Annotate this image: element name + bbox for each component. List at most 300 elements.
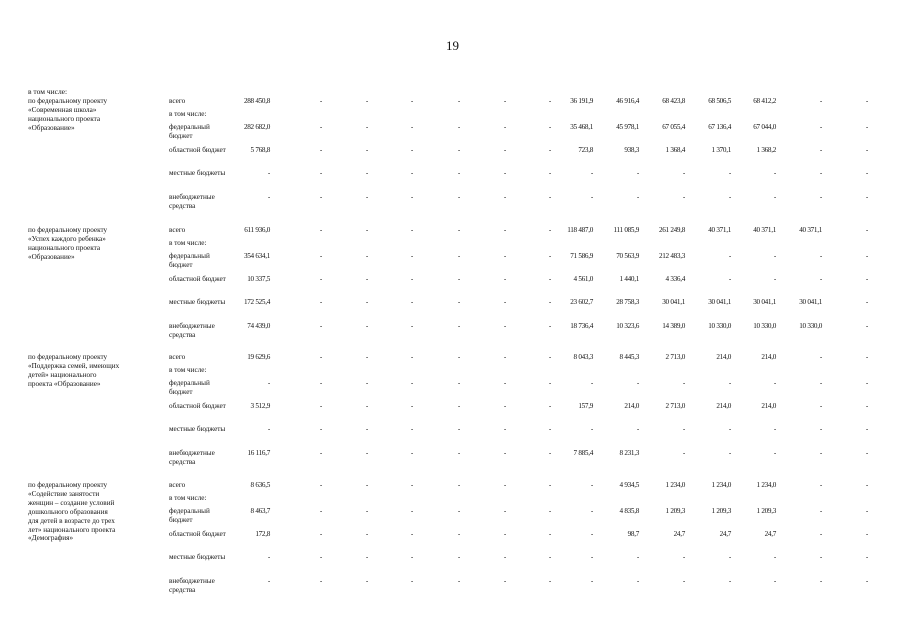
amount-cell: - [457, 481, 460, 489]
amount-cell: - [548, 353, 551, 361]
amount-cell: 212 483,3 [658, 252, 685, 260]
amount-cell: - [365, 577, 368, 585]
amount-cell: - [267, 577, 270, 585]
amount-cell: - [365, 275, 368, 283]
amount-cell: - [319, 193, 322, 201]
amount-cell: - [267, 193, 270, 201]
amount-cell: - [728, 252, 731, 260]
amount-cell: - [267, 425, 270, 433]
amount-cell: 214,0 [716, 353, 731, 361]
amount-cell: 24,7 [719, 530, 731, 538]
amount-cell: - [773, 252, 776, 260]
amount-cell: - [410, 298, 413, 306]
amount-cell: - [819, 97, 822, 105]
amount-cell: - [590, 193, 593, 201]
amount-cell: - [319, 449, 322, 457]
project-label: по федеральному проекту «Содействие занятости женщин – создание условий дошкольного образования для детей в возрасте до трех лет» национального проекта «Демография» [28, 481, 116, 543]
amount-cell: 1 368,4 [665, 146, 685, 154]
amount-cell: - [365, 402, 368, 410]
amount-cell: - [773, 275, 776, 283]
amount-cell: - [548, 193, 551, 201]
project-label: по федеральному проекту «Успех каждого ребенка» национального проекта «Образование» [28, 226, 108, 261]
amount-cell: - [503, 298, 506, 306]
table-row [28, 252, 878, 274]
table-row [28, 226, 878, 238]
amount-cell: 214,0 [624, 402, 639, 410]
amount-cell: 67 044,0 [753, 123, 776, 131]
amount-cell: - [548, 169, 551, 177]
amount-cell: - [365, 530, 368, 538]
amount-cell: - [457, 123, 460, 131]
amount-cell: - [503, 97, 506, 105]
amount-cell: - [410, 481, 413, 489]
amount-cell: 10 330,0 [753, 322, 776, 330]
amount-cell: - [457, 425, 460, 433]
amount-cell: - [410, 577, 413, 585]
amount-cell: - [548, 553, 551, 561]
amount-cell: - [819, 193, 822, 201]
amount-cell: 30 041,1 [708, 298, 731, 306]
amount-cell: - [548, 507, 551, 515]
amount-cell: - [865, 193, 868, 201]
amount-cell: 14 389,0 [662, 322, 685, 330]
amount-cell: - [819, 169, 822, 177]
funding-source-label: всего [169, 97, 186, 105]
amount-cell: - [728, 379, 731, 387]
amount-cell: 723,8 [578, 146, 593, 154]
amount-cell: 282 682,0 [243, 123, 270, 131]
amount-cell: - [457, 379, 460, 387]
amount-cell: - [636, 425, 639, 433]
amount-cell: 1 234,0 [711, 481, 731, 489]
amount-cell: 36 191,9 [570, 97, 593, 105]
amount-cell: - [636, 379, 639, 387]
amount-cell: - [410, 553, 413, 561]
amount-cell: 7 885,4 [573, 449, 593, 457]
amount-cell: 8 445,3 [619, 353, 639, 361]
amount-cell: 3 512,9 [250, 402, 270, 410]
table-row [28, 481, 878, 493]
amount-cell: 40 371,1 [799, 226, 822, 234]
amount-cell: - [457, 298, 460, 306]
amount-cell: - [503, 123, 506, 131]
amount-cell: - [548, 123, 551, 131]
amount-cell: 214,0 [761, 402, 776, 410]
amount-cell: - [457, 275, 460, 283]
amount-cell: - [819, 425, 822, 433]
amount-cell: - [548, 97, 551, 105]
amount-cell: - [503, 322, 506, 330]
amount-cell: - [865, 169, 868, 177]
funding-source-label: в том числе: [169, 239, 207, 247]
amount-cell: - [636, 193, 639, 201]
amount-cell: - [319, 402, 322, 410]
amount-cell: - [319, 507, 322, 515]
amount-cell: - [319, 322, 322, 330]
amount-cell: 8 636,5 [250, 481, 270, 489]
amount-cell: 1 209,3 [665, 507, 685, 515]
amount-cell: - [365, 298, 368, 306]
amount-cell: - [548, 275, 551, 283]
amount-cell: - [865, 322, 868, 330]
amount-cell: - [319, 226, 322, 234]
amount-cell: - [457, 577, 460, 585]
amount-cell: - [410, 275, 413, 283]
amount-cell: 98,7 [627, 530, 639, 538]
amount-cell: 10 337,5 [247, 275, 270, 283]
amount-cell: - [503, 553, 506, 561]
amount-cell: - [457, 146, 460, 154]
table-row [28, 275, 878, 297]
amount-cell: - [503, 507, 506, 515]
amount-cell: - [819, 530, 822, 538]
project-label: по федеральному проекту «Современная школа» национального проекта «Образование» [28, 97, 108, 132]
table-row [28, 402, 878, 424]
funding-source-label: всего [169, 226, 186, 234]
amount-cell: - [410, 530, 413, 538]
amount-cell: - [319, 481, 322, 489]
funding-source-label: местные бюджеты [169, 298, 226, 306]
amount-cell: - [503, 275, 506, 283]
amount-cell: - [548, 146, 551, 154]
project-label: по федеральному проекту «Поддержка семей, имеющих детей» национального проекта «Образование» [28, 353, 120, 388]
amount-cell: - [410, 123, 413, 131]
amount-cell: - [682, 425, 685, 433]
funding-source-label: федеральный бюджет [169, 379, 210, 396]
amount-cell: - [728, 577, 731, 585]
amount-cell: - [410, 322, 413, 330]
amount-cell: - [728, 169, 731, 177]
amount-cell: - [410, 226, 413, 234]
amount-cell: - [365, 449, 368, 457]
amount-cell: 1 370,1 [711, 146, 731, 154]
amount-cell: - [728, 449, 731, 457]
amount-cell: 1 234,0 [756, 481, 776, 489]
amount-cell: - [819, 379, 822, 387]
amount-cell: - [682, 553, 685, 561]
table-row [28, 322, 878, 344]
amount-cell: 214,0 [761, 353, 776, 361]
amount-cell: - [319, 252, 322, 260]
funding-source-label: в том числе: [169, 366, 207, 374]
amount-cell: 2 713,0 [665, 353, 685, 361]
amount-cell: - [773, 449, 776, 457]
funding-source-label: в том числе: [169, 494, 207, 502]
funding-source-label: местные бюджеты [169, 553, 226, 561]
amount-cell: - [590, 169, 593, 177]
amount-cell: - [503, 577, 506, 585]
amount-cell: - [819, 275, 822, 283]
amount-cell: 288 450,8 [243, 97, 270, 105]
amount-cell: 4 835,8 [619, 507, 639, 515]
amount-cell: 40 371,1 [708, 226, 731, 234]
amount-cell: - [865, 353, 868, 361]
table-row [28, 553, 878, 575]
amount-cell: 67 055,4 [662, 123, 685, 131]
amount-cell: - [319, 298, 322, 306]
amount-cell: - [728, 425, 731, 433]
amount-cell: - [865, 577, 868, 585]
amount-cell: - [457, 353, 460, 361]
amount-cell: - [865, 275, 868, 283]
amount-cell: 19 629,6 [247, 353, 270, 361]
funding-source-label: федеральный бюджет [169, 507, 210, 524]
amount-cell: - [590, 425, 593, 433]
amount-cell: - [728, 275, 731, 283]
amount-cell: - [319, 577, 322, 585]
amount-cell: 18 736,4 [570, 322, 593, 330]
amount-cell: - [728, 553, 731, 561]
amount-cell: 8 043,3 [573, 353, 593, 361]
table-row [28, 146, 878, 168]
amount-cell: - [410, 507, 413, 515]
amount-cell: 30 041,1 [799, 298, 822, 306]
amount-cell: - [457, 530, 460, 538]
amount-cell: - [865, 449, 868, 457]
amount-cell: - [410, 97, 413, 105]
amount-cell: - [410, 353, 413, 361]
amount-cell: - [773, 169, 776, 177]
amount-cell: - [548, 252, 551, 260]
amount-cell: 16 116,7 [247, 449, 270, 457]
amount-cell: - [548, 322, 551, 330]
amount-cell: 68 506,5 [708, 97, 731, 105]
amount-cell: 4 561,0 [573, 275, 593, 283]
amount-cell: 1 368,2 [756, 146, 776, 154]
amount-cell: 10 330,0 [799, 322, 822, 330]
table-row [28, 379, 878, 401]
amount-cell: - [365, 97, 368, 105]
amount-cell: 611 936,0 [244, 226, 270, 234]
amount-cell: - [365, 193, 368, 201]
funding-source-label: внебюджетные средства [169, 449, 215, 466]
amount-cell: - [457, 449, 460, 457]
amount-cell: 354 634,1 [243, 252, 270, 260]
amount-cell: - [457, 507, 460, 515]
amount-cell: - [457, 402, 460, 410]
amount-cell: 1 440,1 [619, 275, 639, 283]
amount-cell: - [819, 402, 822, 410]
amount-cell: - [728, 193, 731, 201]
amount-cell: - [773, 577, 776, 585]
amount-cell: - [682, 577, 685, 585]
amount-cell: - [319, 425, 322, 433]
amount-cell: - [365, 252, 368, 260]
amount-cell: - [819, 252, 822, 260]
amount-cell: 118 487,0 [567, 226, 593, 234]
table-row [28, 110, 878, 122]
table-row [28, 193, 878, 215]
amount-cell: - [590, 553, 593, 561]
amount-cell: - [548, 379, 551, 387]
funding-source-label: местные бюджеты [169, 425, 226, 433]
amount-cell: - [682, 379, 685, 387]
amount-cell: - [319, 553, 322, 561]
amount-cell: - [865, 481, 868, 489]
amount-cell: - [865, 425, 868, 433]
amount-cell: - [590, 577, 593, 585]
amount-cell: - [457, 252, 460, 260]
amount-cell: - [865, 123, 868, 131]
amount-cell: - [365, 481, 368, 489]
amount-cell: - [503, 252, 506, 260]
amount-cell: - [319, 379, 322, 387]
funding-source-label: внебюджетные средства [169, 193, 215, 210]
amount-cell: - [819, 577, 822, 585]
amount-cell: - [590, 507, 593, 515]
amount-cell: 2 713,0 [665, 402, 685, 410]
amount-cell: 45 978,1 [616, 123, 639, 131]
amount-cell: - [773, 425, 776, 433]
amount-cell: - [319, 169, 322, 177]
amount-cell: - [410, 169, 413, 177]
funding-source-label: областной бюджет [169, 146, 226, 154]
amount-cell: - [503, 193, 506, 201]
amount-cell: 24,7 [764, 530, 776, 538]
amount-cell: 10 323,6 [616, 322, 639, 330]
amount-cell: - [267, 553, 270, 561]
amount-cell: - [365, 425, 368, 433]
funding-source-label: федеральный бюджет [169, 252, 210, 269]
amount-cell: - [319, 146, 322, 154]
amount-cell: - [365, 169, 368, 177]
amount-cell: - [319, 530, 322, 538]
amount-cell: 214,0 [716, 402, 731, 410]
funding-source-label: местные бюджеты [169, 169, 226, 177]
amount-cell: 40 371,1 [753, 226, 776, 234]
amount-cell: - [865, 298, 868, 306]
amount-cell: - [865, 507, 868, 515]
amount-cell: - [365, 123, 368, 131]
amount-cell: - [865, 530, 868, 538]
amount-cell: 8 231,3 [619, 449, 639, 457]
table-row [28, 353, 878, 365]
amount-cell: - [819, 507, 822, 515]
amount-cell: 74 439,0 [247, 322, 270, 330]
amount-cell: - [457, 169, 460, 177]
funding-source-label: всего [169, 353, 186, 361]
amount-cell: - [267, 379, 270, 387]
amount-cell: - [636, 553, 639, 561]
amount-cell: 938,3 [624, 146, 639, 154]
funding-source-label: внебюджетные средства [169, 322, 215, 339]
amount-cell: - [365, 379, 368, 387]
amount-cell: - [503, 481, 506, 489]
amount-cell: - [457, 193, 460, 201]
amount-cell: - [865, 226, 868, 234]
amount-cell: 1 209,3 [756, 507, 776, 515]
table-row [28, 425, 878, 447]
amount-cell: 23 602,7 [570, 298, 593, 306]
amount-cell: - [503, 169, 506, 177]
amount-cell: - [865, 97, 868, 105]
amount-cell: - [410, 146, 413, 154]
amount-cell: - [682, 449, 685, 457]
amount-cell: - [410, 425, 413, 433]
amount-cell: - [682, 193, 685, 201]
amount-cell: 8 463,7 [250, 507, 270, 515]
amount-cell: - [410, 402, 413, 410]
amount-cell: - [548, 577, 551, 585]
amount-cell: - [819, 449, 822, 457]
amount-cell: - [410, 252, 413, 260]
table-row [28, 577, 878, 599]
amount-cell: - [503, 379, 506, 387]
table-row [28, 366, 878, 378]
amount-cell: - [548, 530, 551, 538]
amount-cell: - [682, 169, 685, 177]
amount-cell: 30 041,1 [753, 298, 776, 306]
amount-cell: - [865, 553, 868, 561]
intro-label: в том числе: [28, 87, 68, 96]
amount-cell: - [319, 275, 322, 283]
funding-source-label: всего [169, 481, 186, 489]
amount-cell: - [548, 425, 551, 433]
amount-cell: - [819, 553, 822, 561]
amount-cell: - [636, 577, 639, 585]
amount-cell: - [590, 481, 593, 489]
amount-cell: - [365, 353, 368, 361]
page-number: 19 [446, 38, 459, 53]
funding-source-label: областной бюджет [169, 402, 226, 410]
amount-cell: - [590, 379, 593, 387]
table-row [28, 97, 878, 109]
amount-cell: - [819, 146, 822, 154]
funding-source-label: внебюджетные средства [169, 577, 215, 594]
table-row [28, 494, 878, 506]
amount-cell: - [773, 553, 776, 561]
amount-cell: - [267, 169, 270, 177]
amount-cell: - [819, 123, 822, 131]
amount-cell: 157,9 [578, 402, 593, 410]
amount-cell: 10 330,0 [708, 322, 731, 330]
table-row [28, 169, 878, 191]
amount-cell: - [503, 353, 506, 361]
amount-cell: - [365, 146, 368, 154]
table-row [28, 449, 878, 471]
table-row [28, 239, 878, 251]
amount-cell: 172 525,4 [243, 298, 270, 306]
amount-cell: - [865, 146, 868, 154]
amount-cell: 67 136,4 [708, 123, 731, 131]
amount-cell: - [503, 146, 506, 154]
amount-cell: 70 563,9 [616, 252, 639, 260]
amount-cell: 35 468,1 [570, 123, 593, 131]
amount-cell: - [365, 322, 368, 330]
amount-cell: - [319, 97, 322, 105]
amount-cell: - [319, 353, 322, 361]
amount-cell: 68 423,8 [662, 97, 685, 105]
amount-cell: - [636, 169, 639, 177]
amount-cell: - [457, 97, 460, 105]
amount-cell: - [548, 402, 551, 410]
amount-cell: 4 934,5 [619, 481, 639, 489]
amount-cell: 68 412,2 [753, 97, 776, 105]
amount-cell: 111 085,9 [613, 226, 639, 234]
funding-source-label: областной бюджет [169, 530, 226, 538]
amount-cell: - [548, 449, 551, 457]
amount-cell: - [503, 449, 506, 457]
amount-cell: - [773, 193, 776, 201]
amount-cell: - [819, 481, 822, 489]
amount-cell: - [365, 553, 368, 561]
funding-source-label: в том числе: [169, 110, 207, 118]
funding-source-label: областной бюджет [169, 275, 226, 283]
amount-cell: - [548, 226, 551, 234]
amount-cell: 261 249,8 [658, 226, 685, 234]
amount-cell: - [503, 530, 506, 538]
amount-cell: 71 586,9 [570, 252, 593, 260]
